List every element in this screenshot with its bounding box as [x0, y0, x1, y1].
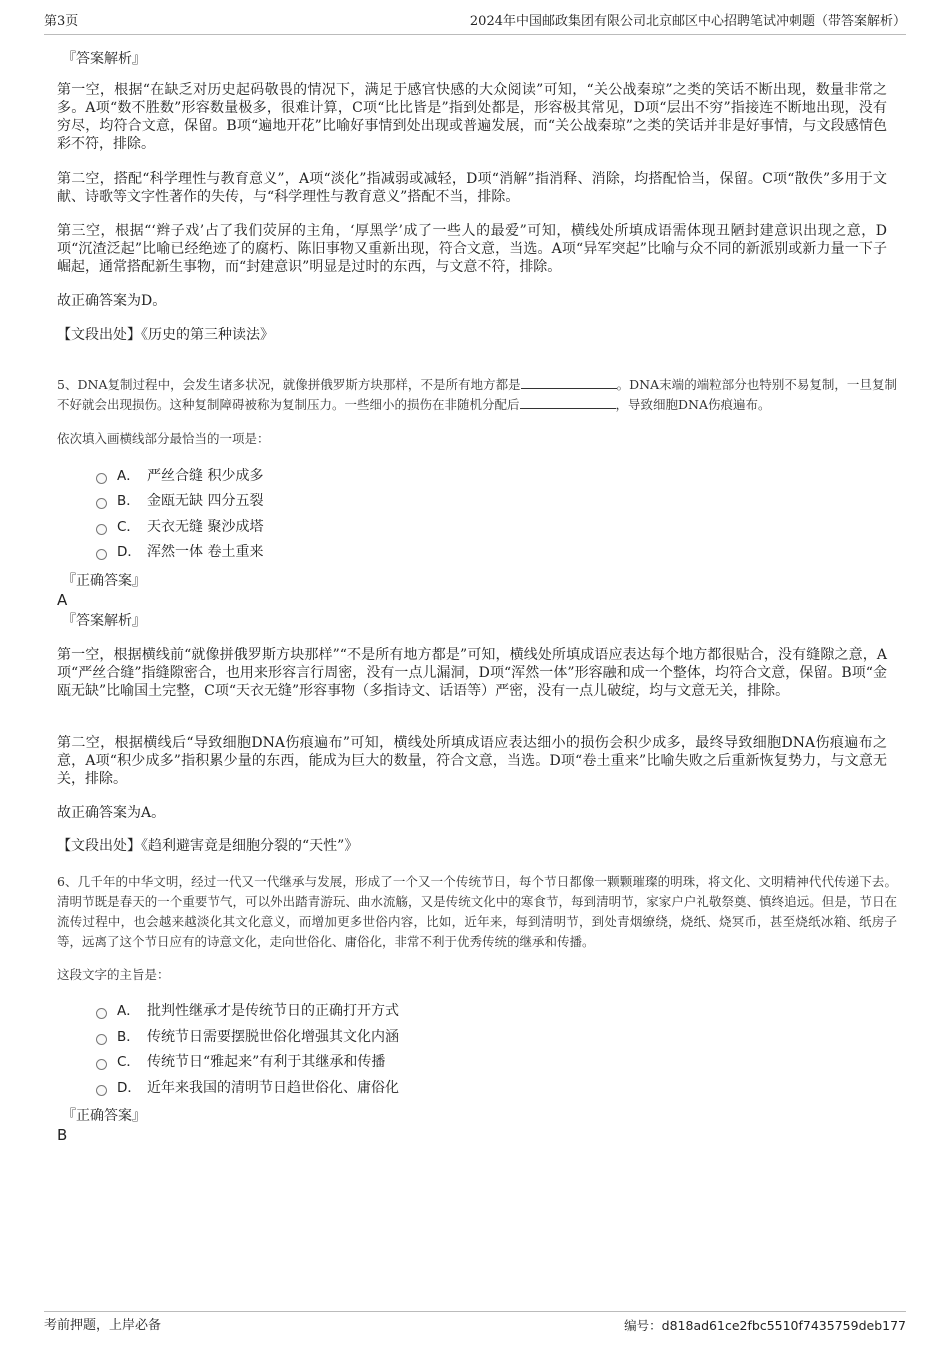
q5-prompt: 依次填入画横线部分最恰当的一项是： — [57, 431, 270, 446]
q5-answer: A — [57, 591, 68, 609]
q4-analysis-label: 『答案解析』 — [62, 51, 146, 67]
radio-icon[interactable] — [96, 473, 107, 484]
q6-answer: B — [57, 1126, 68, 1144]
q5-option-d[interactable]: D． 浑然一体 卷土重来 — [96, 543, 263, 561]
q5-answer-label: 『正确答案』 — [62, 573, 146, 589]
q5-option-c[interactable]: C． 天衣无缝 聚沙成塔 — [96, 518, 263, 536]
q6-option-b[interactable]: B． 传统节日需要摆脱世俗化增强其文化内涵 — [96, 1028, 399, 1046]
q5-analysis-para-1: 第一空，根据横线前“就像拼俄罗斯方块那样”“不是所有地方都是”可知，横线处所填成语应表达每个地方都很贴合，没有缝隙之意，A项“严丝合缝”指缝隙密合，也用来形容言行周密，没有一点儿漏洞，D项“浑然一体”形容融和成一个整体，均符合文意，保留。B项“金瓯无缺”比喻国土完整，C项“天衣无缝”形容事物（多指诗文、话语等）严密，没有一点儿破绽，均与文意无关，排除。 — [57, 647, 887, 699]
radio-icon[interactable] — [96, 1085, 107, 1096]
q6-option-d[interactable]: D． 近年来我国的清明节日趋世俗化、庸俗化 — [96, 1079, 399, 1097]
page-number: 第3页 — [44, 14, 79, 29]
q5-analysis-label: 『答案解析』 — [62, 613, 146, 629]
page-footer — [44, 1311, 906, 1336]
q6-prompt: 这段文字的主旨是： — [57, 967, 170, 982]
blank-2 — [520, 396, 616, 409]
q5-conclusion: 故正确答案为A。 — [57, 805, 166, 821]
document-code: 编号：d818ad61ce2fbc5510f7435759deb177 — [624, 1318, 906, 1333]
footer-slogan: 考前押题，上岸必备 — [44, 1318, 162, 1333]
radio-icon[interactable] — [96, 1008, 107, 1019]
q4-source: 【文段出处】《历史的第三种读法》 — [57, 327, 274, 343]
q5-option-a[interactable]: A． 严丝合缝 积少成多 — [96, 467, 263, 485]
q4-analysis-para-1: 第一空，根据“在缺乏对历史起码敬畏的情况下，满足于感官快感的大众阅读”可知，“关公战秦琼”之类的笑话不断出现，数量非常之多。A项“数不胜数”形容数量极多，很难计算，C项“比比皆是”指到处都是，形容极其常见，D项“层出不穷”指接连不断地出现，没有穷尽，均符合文意，保留。B项“遍地开花”比喻好事情到处出现或普遍发展，而“关公战秦琼”之类的笑话并非是好事情，与文段感情色彩不符，排除。 — [57, 82, 887, 152]
radio-icon[interactable] — [96, 498, 107, 509]
q5-stem: 5、DNA复制过程中，会发生诸多状况，就像拼俄罗斯方块那样，不是所有地方都是 。DNA末端的端粒部分也特别不易复制，一旦复制不好就会出现损伤。这种复制障碍被称为复制压力。一些细小的损伤在非随机分配后 ，导致细胞DNA伤痕遍布。 — [57, 377, 897, 412]
q4-analysis-para-3: 第三空，根据“‘辫子戏’占了我们荧屏的主角，‘厚黑学’成了一些人的最爱”可知，横线处所填成语需体现丑陋封建意识出现之意，D项“沉渣泛起”比喻已经绝迹了的腐朽、陈旧事物又重新出现，符合文意，当选。A项“异军突起”比喻与众不同的新派别或新力量一下子崛起，通常搭配新生事物，而“封建意识”明显是过时的东西，与文意不符，排除。 — [57, 223, 887, 275]
document-title: 2024年中国邮政集团有限公司北京邮区中心招聘笔试冲刺题（带答案解析） — [469, 14, 906, 29]
q6-answer-label: 『正确答案』 — [62, 1108, 146, 1124]
q5-analysis-para-2: 第二空，根据横线后“导致细胞DNA伤痕遍布”可知，横线处所填成语应表达细小的损伤会积少成多，最终导致细胞DNA伤痕遍布之意，A项“积少成多”指积累少量的东西，能成为巨大的数量，符合文意，当选。D项“卷土重来”比喻失败之后重新恢复势力，与文意无关，排除。 — [57, 735, 887, 787]
q5-option-b[interactable]: B． 金瓯无缺 四分五裂 — [96, 492, 263, 510]
q4-analysis-para-2: 第二空，搭配“科学理性与教育意义”，A项“淡化”指减弱或减轻，D项“消解”指消释、消除，均搭配恰当，保留。C项“散佚”多用于文献、诗歌等文字性著作的失传，与“科学理性与教育意义”搭配不当，排除。 — [57, 171, 887, 205]
q6-option-a[interactable]: A． 批判性继承才是传统节日的正确打开方式 — [96, 1002, 399, 1020]
q6-option-c[interactable]: C． 传统节日“雅起来”有利于其继承和传播 — [96, 1053, 385, 1071]
radio-icon[interactable] — [96, 549, 107, 560]
q5-source: 【文段出处】《趋利避害竟是细胞分裂的“天性”》 — [57, 838, 359, 854]
radio-icon[interactable] — [96, 1034, 107, 1045]
page-header — [44, 12, 906, 35]
q4-conclusion: 故正确答案为D。 — [57, 293, 167, 309]
radio-icon[interactable] — [96, 1059, 107, 1070]
q6-stem: 6、几千年的中华文明，经过一代又一代继承与发展，形成了一个又一个传统节日，每个节日都像一颗颗璀璨的明珠，将文化、文明精神代代传递下去。清明节既是春天的一个重要节气，可以外出踏青游玩、曲水流觞，又是传统文化中的寒食节，每到清明节，家家户户礼敬祭奠、慎终追远。但是，节日在流传过程中，也会越来越淡化其文化意义，而增加更多世俗内容，比如，近年来，每到清明节，到处青烟缭绕，烧纸、烧冥币，甚至烧纸冰箱、纸房子等，远离了这个节日应有的诗意文化，走向世俗化、庸俗化，非常不利于优秀传统的继承和传播。 — [57, 874, 897, 949]
blank-1 — [521, 376, 617, 389]
radio-icon[interactable] — [96, 524, 107, 535]
